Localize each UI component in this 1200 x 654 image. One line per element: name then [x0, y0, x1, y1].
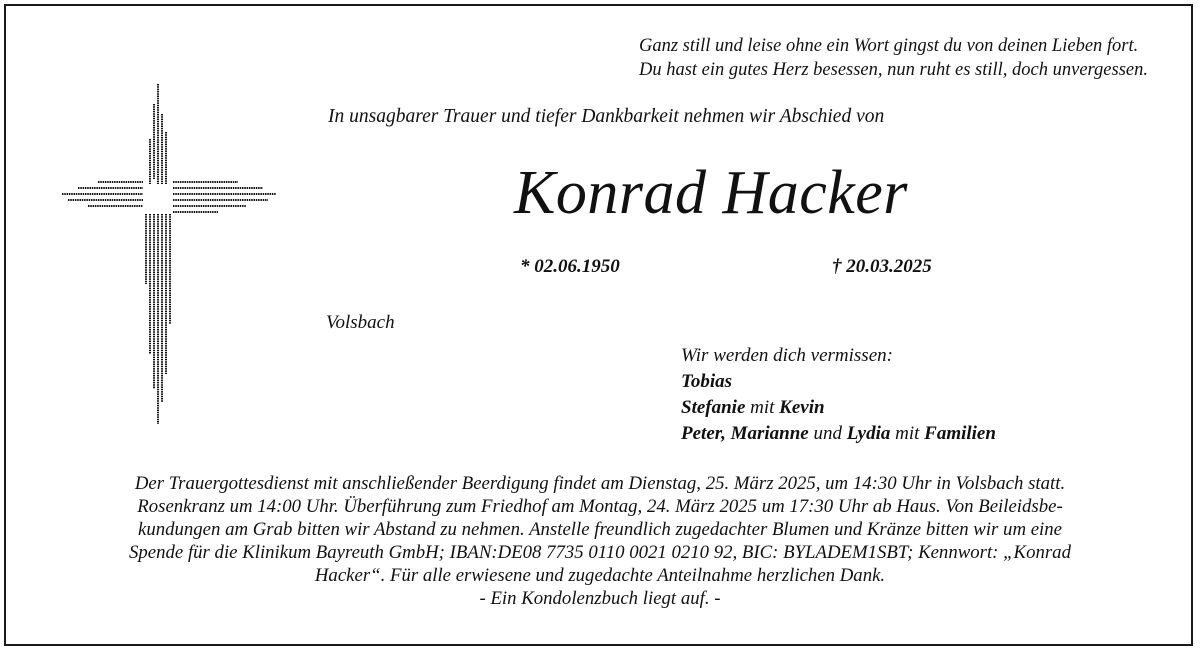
- notice-line: Der Trauergottesdienst mit anschließender Beerdigung findet am Dienstag, 25. März 2025, um 14:30 Uhr in Volsbach statt.: [134, 473, 1066, 494]
- mourner-name: Lydia: [846, 423, 891, 444]
- verse-line-2: Du hast ein gutes Herz besessen, nun ruht es still, doch unvergessen.: [638, 60, 1148, 80]
- notice-line: Spende für die Klinikum Bayreuth GmbH; IBAN:DE08 7735 0110 0021 0210 92, BIC: BYLADEM1SBT; Kennwort: „Konrad: [129, 542, 1071, 563]
- mourners-list: [681, 343, 996, 447]
- mourner-name: Stefanie: [681, 397, 746, 418]
- mourner-name: Familien: [924, 423, 996, 444]
- death-date: † 20.03.2025: [832, 256, 932, 277]
- notice-line: Rosenkranz um 14:00 Uhr. Überführung zum Friedhof am Montag, 24. März 2025 um 17:30 Uhr ab Haus. Von Beileidsbe-: [137, 496, 1063, 517]
- birth-date: * 02.06.1950: [520, 256, 620, 277]
- funeral-notice: [20, 472, 1180, 610]
- mourner-name: Tobias: [681, 371, 733, 392]
- notice-line: - Ein Kondolenzbuch liegt auf. -: [479, 588, 721, 609]
- mourner-join: mit: [890, 423, 925, 444]
- mourners-heading: Wir werden dich vermissen:: [681, 345, 893, 366]
- cross-icon: [58, 84, 280, 429]
- deceased-name: Konrad Hacker: [514, 159, 908, 227]
- place-name: Volsbach: [326, 312, 395, 333]
- mourner-join: mit: [745, 397, 780, 418]
- verse-line-1: Ganz still und leise ohne ein Wort gingst du von deinen Lieben fort.: [638, 36, 1139, 56]
- mourner-name: Kevin: [779, 397, 825, 418]
- mourner-line: [681, 369, 996, 395]
- notice-line: Hacker“. Für alle erwiesene und zugedachte Anteilnahme herzlichen Dank.: [314, 565, 886, 586]
- memorial-verse: [639, 34, 1148, 82]
- mourner-name: Peter, Marianne: [681, 423, 809, 444]
- mourner-join: und: [808, 423, 847, 444]
- notice-line: kundungen am Grab bitten wir Abstand zu nehmen. Anstelle freundlich zugedachter Blumen und Kränze bitten wir um eine: [137, 519, 1062, 540]
- intro-text: In unsagbarer Trauer und tiefer Dankbarkeit nehmen wir Abschied von: [328, 106, 885, 127]
- mourner-line: [681, 421, 996, 447]
- mourner-line: [681, 395, 996, 421]
